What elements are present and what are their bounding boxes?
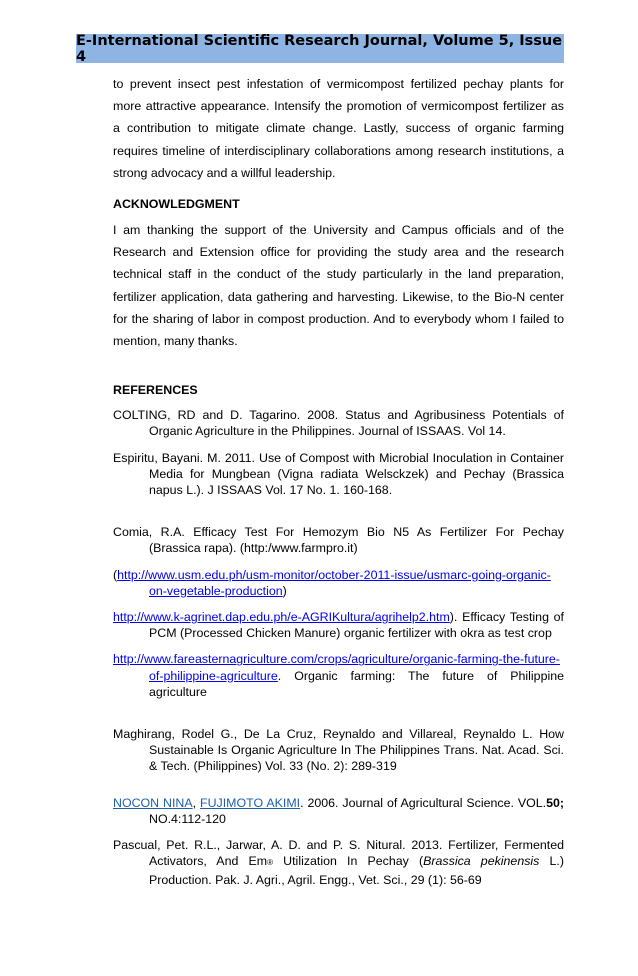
reference-espiritu: Espiritu, Bayani. M. 2011. Use of Compost with Microbial Inoculation in Container Media for Mungbean (Vigna radiata Welsckzek) and Pechay (Brassica napus L.). J ISSAAS Vol. 17 No. 1. 160-168. <box>113 450 564 498</box>
paren-close: ) <box>282 583 287 598</box>
reference-fareastern <box>113 651 564 700</box>
reference-colting: COLTING, RD and D. Tagarino. 2008. Status and Agribusiness Potentials of Organic Agriculture in the Philippines. Journal of ISSAAS. Vol 14. <box>113 408 564 439</box>
pascual-part1: Pascual, Pet. R.L., Jarwar, A. D. and P. S. Nitural. 2013. Fertilizer, Fermented Activators, And Em <box>113 838 564 869</box>
reference-usm <box>113 567 564 599</box>
reference-pascual <box>113 837 564 888</box>
reference-comia: Comia, R.A. Efficacy Test For Hemozym Bio N5 As Fertilizer For Pechay (Brassica rapa). (http:/www.farmpro.it) <box>113 525 564 556</box>
nocon-tail: NO.4:112-120 <box>149 811 226 826</box>
pascual-species: Brassica pekinensis <box>423 854 540 869</box>
pascual-part2: Utilization In Pechay ( <box>273 854 424 869</box>
page-content <box>113 73 564 888</box>
fareastern-text: . Organic farming: The future of Philippine agriculture <box>149 668 564 699</box>
fareastern-link[interactable]: http://www.fareasternagriculture.com/crops/agriculture/organic-farming-the-future-of-philippine-agriculture <box>113 652 560 683</box>
pascual-part3: L.) Production. Pak. J. Agri., Agril. Engg., Vet. Sci., 29 (1): 56-69 <box>149 854 564 887</box>
nocon-volume: 50; <box>546 795 565 810</box>
paren-open: ( <box>113 567 118 582</box>
reference-kagrinet <box>113 609 564 641</box>
usm-link[interactable]: http://www.usm.edu.ph/usm-monitor/october-2011-issue/usmarc-going-organic-on-vegetable-production <box>117 567 551 598</box>
nocon-author-link[interactable]: NOCON NINA <box>113 795 193 810</box>
references-heading: REFERENCES <box>113 383 198 398</box>
kagrinet-text: ). Efficacy Testing of PCM (Processed Chicken Manure) organic fertilizer with okra as test crop <box>149 610 564 641</box>
nocon-sep: , <box>192 795 201 810</box>
intro-paragraph: to prevent insect pest infestation of vermicompost fertilized pechay plants for more attractive appearance. Intensify the promotion of vermicompost fertilizer as a contribution to mitigate climate change. Lastly, success of organic farming requires timeline of interdisciplinary collaborations among research institutions, a strong advocacy and a willful leadership. <box>113 77 564 180</box>
journal-title: E-International Scientific Research Journal, Volume 5, Issue 4 <box>76 32 563 65</box>
acknowledgment-heading: ACKNOWLEDGMENT <box>113 197 240 212</box>
reference-maghirang: Maghirang, Rodel G., De La Cruz, Reynaldo and Villareal, Reynaldo L. How Sustainable Is Organic Agriculture In The Philippines Trans. Nat. Acad. Sci. & Tech. (Philippines) Vol. 33 (No. 2): 289-319 <box>113 727 564 774</box>
reference-nocon <box>113 795 564 827</box>
acknowledgment-text: I am thanking the support of the University and Campus officials and of the Research and Extension office for providing the study area and the research technical staff in the conduct of the study particularly in the land preparation, fertilizer application, data gathering and harvesting. Likewise, to the Bio-N center for the sharing of labor in compost production. And to everybody whom I failed to mention, many thanks. <box>113 223 564 349</box>
kagrinet-link[interactable]: http://www.k-agrinet.dap.edu.ph/e-AGRIKultura/agrihelp2.htm <box>113 610 450 625</box>
fujimoto-author-link[interactable]: FUJIMOTO AKIMI <box>200 795 301 810</box>
journal-header <box>76 34 564 63</box>
nocon-rest: . 2006. Journal of Agricultural Science. VOL. <box>300 795 547 810</box>
registered-mark: ® <box>267 858 274 868</box>
